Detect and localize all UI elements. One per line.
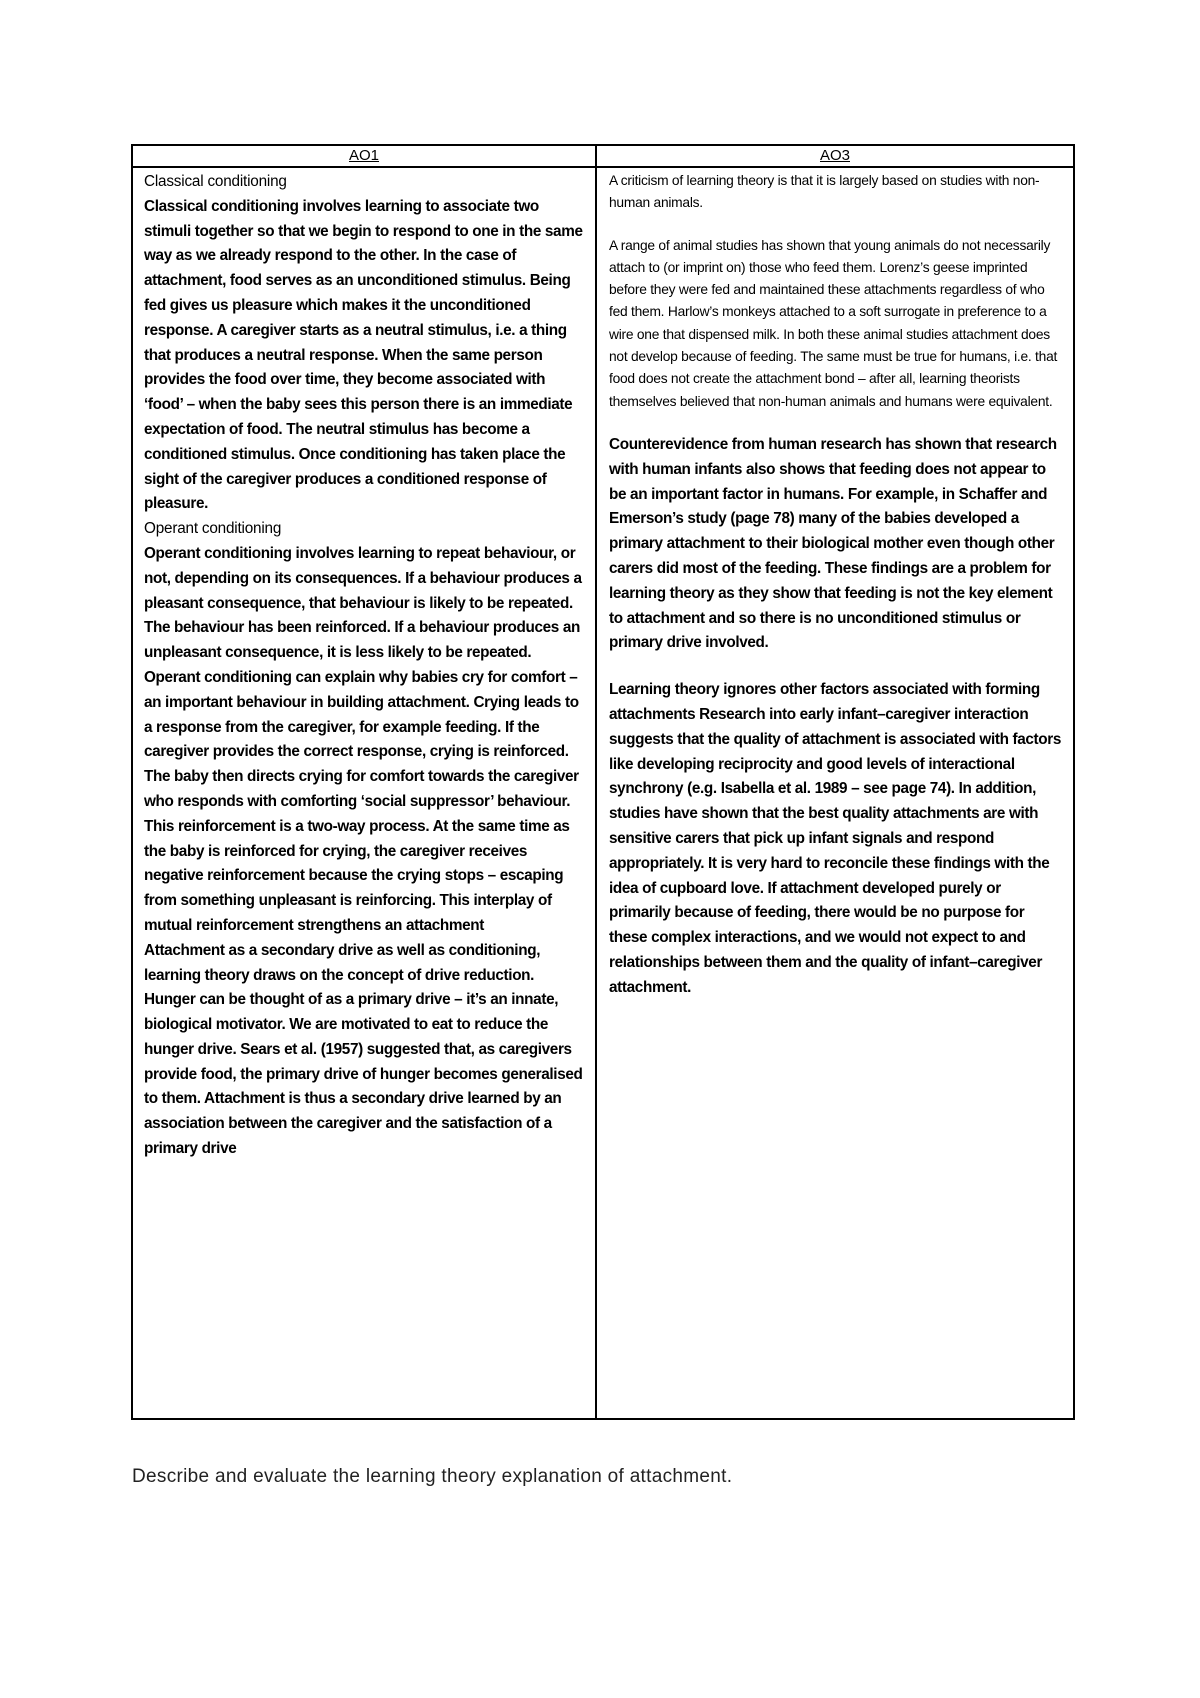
operant-conditioning-heading: Operant conditioning — [144, 520, 282, 538]
essay-question: Describe and evaluate the learning theory explanation of attachment. — [132, 1466, 733, 1487]
operant-conditioning-text: Operant conditioning involves learning to repeat behaviour, or not, depending on its consequences. If a behaviour produces a pleasant consequence, that behaviour is likely to be repeated. The behaviour has been reinforced. If a behaviour produces an unpleasant consequence, it is less likely to be repeated. Operant conditioning can explain why babies cry for comfort – an important behaviour in building attachment. Crying leads to a response from the caregiver, for example feeding. If the caregiver provides the correct response, crying is reinforced. The baby then directs crying for comfort towards the caregiver who responds with comforting ‘social suppressor’ behaviour. This reinforcement is a two-way process. At the same time as the baby is reinforced for crying, the caregiver receives negative reinforcement because the crying stops – escaping from something unpleasant is reinforcing. This interplay of mutual reinforcement strengthens an attachment — [144, 544, 582, 934]
table-header-row — [132, 145, 1074, 167]
paragraph-gap — [609, 656, 1063, 678]
paragraph-gap — [609, 215, 1063, 235]
ao3-counterevidence-paragraph: Counterevidence from human research has shown that research with human infants also shows that feeding does not appear to be an important factor in humans. For example, in Schaffer and Emerson’s study (page 78) many of the babies developed a primary attachment to their biological mother even though other carers did most of the feeding. These findings are a problem for learning theory as they show that feeding is not the key element to attachment and so there is no unconditioned stimulus or primary drive involved. — [609, 435, 1057, 652]
ao-table — [131, 144, 1075, 1420]
ao3-criticism-paragraph: A criticism of learning theory is that it is largely based on studies with non-human animals. — [609, 173, 1040, 211]
classical-conditioning-heading: Classical conditioning — [144, 173, 287, 190]
table-body-row — [132, 167, 1074, 1419]
paragraph-gap — [609, 413, 1063, 433]
ao3-cell — [596, 167, 1074, 1419]
ao3-header: AO3 — [596, 145, 1074, 167]
classical-conditioning-text: Classical conditioning involves learning to associate two stimuli together so that we begin to respond to one in the same way as we already respond to the other. In the case of attachment, food serves as an unconditioned stimulus. Being fed gives us pleasure which makes it the unconditioned response. A caregiver starts as a neutral stimulus, i.e. a thing that produces a neutral response. When the same person provides the food over time, they become associated with ‘food’ – when the baby sees this person there is an immediate expectation of food. The neutral stimulus has become a conditioned stimulus. Once conditioning has taken place the sight of the caregiver produces a conditioned response of pleasure. — [144, 197, 583, 513]
ao3-other-factors-paragraph: Learning theory ignores other factors associated with forming attachments Research into early infant–caregiver interaction suggests that the quality of attachment is associated with factors like developing reciprocity and good levels of interactional synchrony (e.g. Isabella et al. 1989 – see page 74). In addition, studies have shown that the best quality attachments are with sensitive carers that pick up infant signals and respond appropriately. It is very hard to reconcile these findings with the idea of cupboard love. If attachment developed purely or primarily because of feeding, there would be no purpose for these complex interactions, and we would not expect to and relationships between them and the quality of infant–caregiver attachment. — [609, 681, 1062, 996]
ao1-header: AO1 — [132, 145, 596, 167]
ao3-animal-studies-paragraph: A range of animal studies has shown that young animals do not necessarily attach to (or imprint on) those who feed them. Lorenz’s geese imprinted before they were fed and maintained these attachments regardless of who fed them. Harlow’s monkeys attached to a soft surrogate in preference to a wire one that dispensed milk. In both these animal studies attachment does not develop because of feeding. The same must be true for humans, i.e. that food does not create the attachment bond – after all, learning theorists themselves believed that non-human animals and humans were equivalent. — [609, 237, 1058, 409]
ao1-cell — [132, 167, 596, 1419]
secondary-drive-text: Attachment as a secondary drive as well as conditioning, learning theory draws on the concept of drive reduction. Hunger can be thought of as a primary drive – it’s an innate, biological motivator. We are motivated to eat to reduce the hunger drive. Sears et al. (1957) suggested that, as caregivers provide food, the primary drive of hunger becomes generalised to them. Attachment is thus a secondary drive learned by an association between the caregiver and the satisfaction of a primary drive — [144, 941, 583, 1158]
